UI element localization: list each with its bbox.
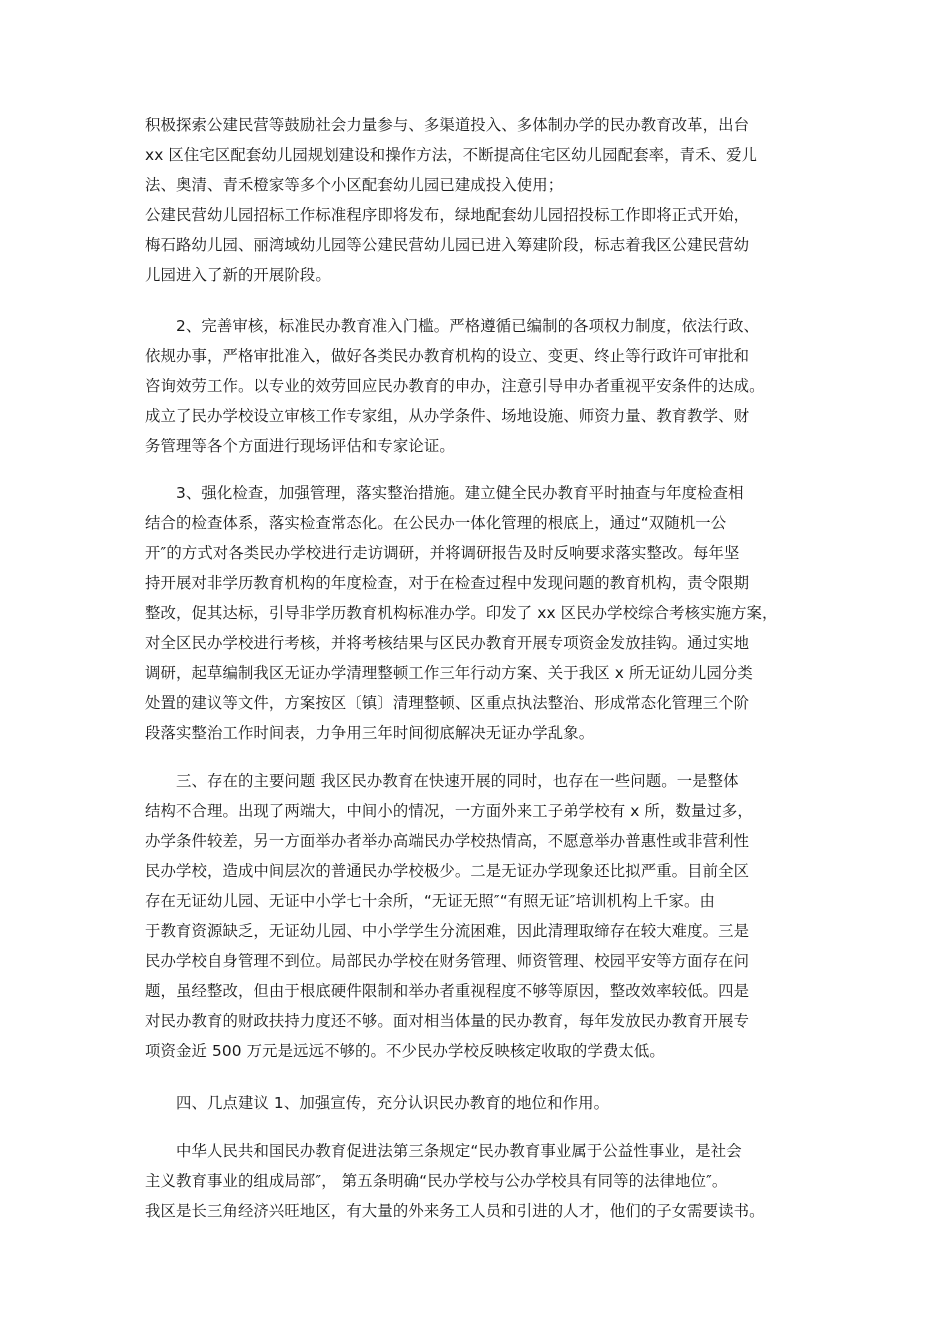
text-line: 调研，起草编制我区无证办学清理整顿工作三年行动方案、关于我区 x 所无证幼儿园分类 (145, 664, 753, 682)
text-line: 存在无证幼儿园、无证中小学七十余所，“无证无照″“有照无证″培训机构上千家。由 (145, 892, 716, 910)
text-line: 公建民营幼儿园招标工作标准程序即将发布，绿地配套幼儿园招投标工作即将正式开始， (145, 206, 750, 224)
text-line: 三、存在的主要问题 我区民办教育在快速开展的同时，也存在一些问题。一是整体 (176, 772, 739, 790)
text-line: 对全区民办学校进行考核，并将考核结果与区民办教育开展专项资金发放挂钩。通过实地 (145, 634, 750, 652)
text-line: 中华人民共和国民办教育促进法第三条规定“民办教育事业属于公益性事业，是社会 (176, 1142, 742, 1160)
text-line: 民办学校自身管理不到位。局部民办学校在财务管理、师资管理、校园平安等方面存在问 (145, 952, 750, 970)
text-line: 持开展对非学历教育机构的年度检查，对于在检查过程中发现问题的教育机构，责令限期 (145, 574, 750, 592)
paragraph-inspection (145, 478, 835, 748)
text-line: 法、奥清、青禾橙家等多个小区配套幼儿园已建成投入使用； (145, 176, 564, 194)
text-line: 咨询效劳工作。以专业的效劳回应民办教育的申办，注意引导申办者重视平安条件的达成。 (145, 377, 765, 395)
text-line: 开″的方式对各类民办学校进行走访调研，并将调研报告及时反响要求落实整改。每年坚 (145, 544, 740, 562)
text-line: 对民办教育的财政扶持力度还不够。面对相当体量的民办教育，每年发放民办教育开展专 (145, 1012, 750, 1030)
text-line: 办学条件较差，另一方面举办者举办高端民办学校热情高，不愿意举办普惠性或非营利性 (145, 832, 750, 850)
paragraph-suggestions-heading (145, 1088, 835, 1118)
text-line: 结合的检查体系，落实检查常态化。在公民办一体化管理的根底上，通过“双随机一公 (145, 514, 727, 532)
text-line: 结构不合理。出现了两端大，中间小的情况，一方面外来工子弟学校有 x 所，数量过多， (145, 802, 753, 820)
paragraph-kindergarten-reform (145, 110, 835, 290)
text-line: 民办学校，造成中间层次的普通民办学校极少。二是无证办学现象还比拟严重。目前全区 (145, 862, 750, 880)
text-line: xx 区住宅区配套幼儿园规划建设和操作方法，不断提高住宅区幼儿园配套率，青禾、爱儿 (145, 146, 758, 164)
text-line: 于教育资源缺乏，无证幼儿园、中小学学生分流困难，因此清理取缔存在较大难度。三是 (145, 922, 750, 940)
text-line: 项资金近 500 万元是远远不够的。不少民办学校反映核定收取的学费太低。 (145, 1042, 665, 1060)
text-line: 依规办事，严格审批准入，做好各类民办教育机构的设立、变更、终止等行政许可审批和 (145, 347, 750, 365)
text-line: 四、几点建议 1、加强宣传，充分认识民办教育的地位和作用。 (176, 1094, 610, 1112)
text-line: 儿园进入了新的开展阶段。 (145, 266, 331, 284)
text-line: 题，虽经整改，但由于根底硬件限制和举办者重视程度不够等原因，整改效率较低。四是 (145, 982, 750, 1000)
paragraph-audit (145, 311, 835, 461)
paragraph-law-citation (145, 1136, 835, 1226)
text-line: 积极探索公建民营等鼓励社会力量参与、多渠道投入、多体制办学的民办教育改革，出台 (145, 116, 750, 134)
text-line: 务管理等各个方面进行现场评估和专家论证。 (145, 437, 455, 455)
text-line: 成立了民办学校设立审核工作专家组，从办学条件、场地设施、师资力量、教育教学、财 (145, 407, 750, 425)
text-line: 处置的建议等文件，方案按区〔镇〕清理整顿、区重点执法整治、形成常态化管理三个阶 (145, 694, 750, 712)
text-line: 段落实整治工作时间表，力争用三年时间彻底解决无证办学乱象。 (145, 724, 595, 742)
text-line: 整改，促其达标，引导非学历教育机构标准办学。印发了 xx 区民办学校综合考核实施方案， (145, 604, 778, 622)
text-line: 我区是长三角经济兴旺地区，有大量的外来务工人员和引进的人才，他们的子女需要读书。 (145, 1202, 765, 1220)
text-line: 3、强化检查，加强管理，落实整治措施。建立健全民办教育平时抽查与年度检查相 (176, 484, 744, 502)
text-line: 主义教育事业的组成局部″， 第五条明确“民办学校与公办学校具有同等的法律地位″。 (145, 1172, 728, 1190)
paragraph-main-problems (145, 766, 835, 1066)
text-line: 梅石路幼儿园、丽湾域幼儿园等公建民营幼儿园已进入筹建阶段，标志着我区公建民营幼 (145, 236, 750, 254)
text-line: 2、完善审核，标准民办教育准入门槛。严格遵循已编制的各项权力制度，依法行政、 (176, 317, 760, 335)
